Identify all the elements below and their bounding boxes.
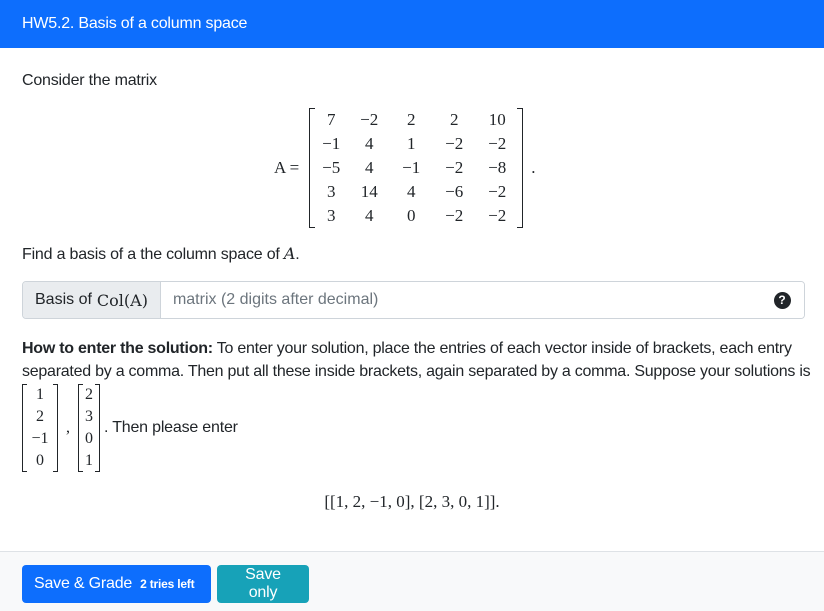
matrix-cell: −2 — [488, 134, 507, 153]
answer-label-text: Basis of — [35, 291, 92, 308]
matrix-cell: −2 — [445, 206, 464, 225]
then-text: . Then please enter — [104, 419, 238, 436]
find-text: Find a basis of a the column space of — [22, 246, 280, 263]
example-vectors — [22, 384, 238, 472]
vector-entry: 1 — [85, 452, 93, 469]
matrix-cell: 10 — [488, 110, 506, 129]
matrix-cell: −2 — [488, 182, 507, 201]
find-variable: A — [283, 244, 296, 263]
find-end: . — [295, 246, 300, 263]
howto-instructions — [22, 337, 812, 383]
matrix-cell: −1 — [322, 134, 341, 153]
vector-entry: 1 — [36, 386, 44, 403]
answer-label-math: Col(A) — [96, 290, 148, 310]
matrix-row — [315, 204, 517, 228]
matrix-cell: 4 — [364, 158, 374, 177]
howto-text: To enter your solution, place the entries of each vector inside of brackets, each entry separated by a comma. Then put all these inside brackets, again separated by a comma. Suppose your solutions is — [22, 340, 811, 380]
matrix-row — [315, 108, 517, 132]
matrix-cell: 4 — [364, 206, 374, 225]
matrix-row — [315, 156, 517, 180]
matrix-row — [315, 180, 517, 204]
matrix-cell: −2 — [360, 110, 379, 129]
find-basis-prompt — [22, 244, 300, 264]
question-header — [0, 0, 824, 48]
matrix-cell: 0 — [406, 206, 416, 225]
answer-input-label — [23, 282, 161, 318]
answer-input[interactable] — [161, 282, 760, 318]
question-intro: Consider the matrix — [22, 72, 157, 89]
save-grade-button[interactable] — [22, 565, 211, 603]
matrix-cell: 7 — [326, 110, 336, 129]
matrix-cell: 3 — [326, 206, 336, 225]
question-circle-icon[interactable]: ? — [774, 292, 791, 309]
question-title: HW5.2. Basis of a column space — [22, 15, 248, 32]
question-footer — [0, 551, 824, 611]
matrix-row — [315, 132, 517, 156]
matrix-a — [315, 108, 517, 228]
matrix-period: . — [531, 158, 536, 177]
matrix-cell: −1 — [402, 158, 421, 177]
vector-entry: 0 — [85, 430, 93, 447]
example-answer: [[1, 2, −1, 0], [2, 3, 0, 1]]. — [324, 492, 500, 511]
help-button[interactable] — [760, 282, 804, 318]
vector-entry: 2 — [36, 408, 44, 425]
matrix-lhs: A = — [274, 158, 300, 177]
save-grade-label: Save & Grade — [34, 575, 133, 592]
matrix-cell: −5 — [322, 158, 341, 177]
matrix-cell: −2 — [445, 158, 464, 177]
example-vector-2 — [78, 384, 100, 472]
vector-entry: 3 — [85, 408, 93, 425]
matrix-cell: −6 — [445, 182, 464, 201]
tries-left-badge: 2 tries left — [140, 577, 195, 591]
matrix-cell: 14 — [360, 182, 378, 201]
vector-entry: −1 — [31, 430, 49, 447]
matrix-cell: 2 — [406, 110, 416, 129]
example-vector-1 — [22, 384, 58, 472]
matrix-cell: 1 — [406, 134, 416, 153]
matrix-cell: 4 — [364, 134, 374, 153]
vector-separator: , — [66, 419, 70, 436]
matrix-cell: 2 — [449, 110, 459, 129]
matrix-cell: −8 — [488, 158, 507, 177]
save-only-button[interactable]: Save only — [217, 565, 309, 603]
matrix-cell: 3 — [326, 182, 336, 201]
matrix-cell: −2 — [488, 206, 507, 225]
vector-entry: 2 — [85, 386, 93, 403]
matrix-cell: 4 — [406, 182, 416, 201]
matrix-equation — [274, 106, 535, 230]
howto-bold: How to enter the solution: — [22, 340, 213, 357]
answer-input-group — [22, 281, 805, 319]
matrix-cell: −2 — [445, 134, 464, 153]
vector-entry: 0 — [36, 452, 44, 469]
matrix-bracket — [309, 108, 523, 228]
